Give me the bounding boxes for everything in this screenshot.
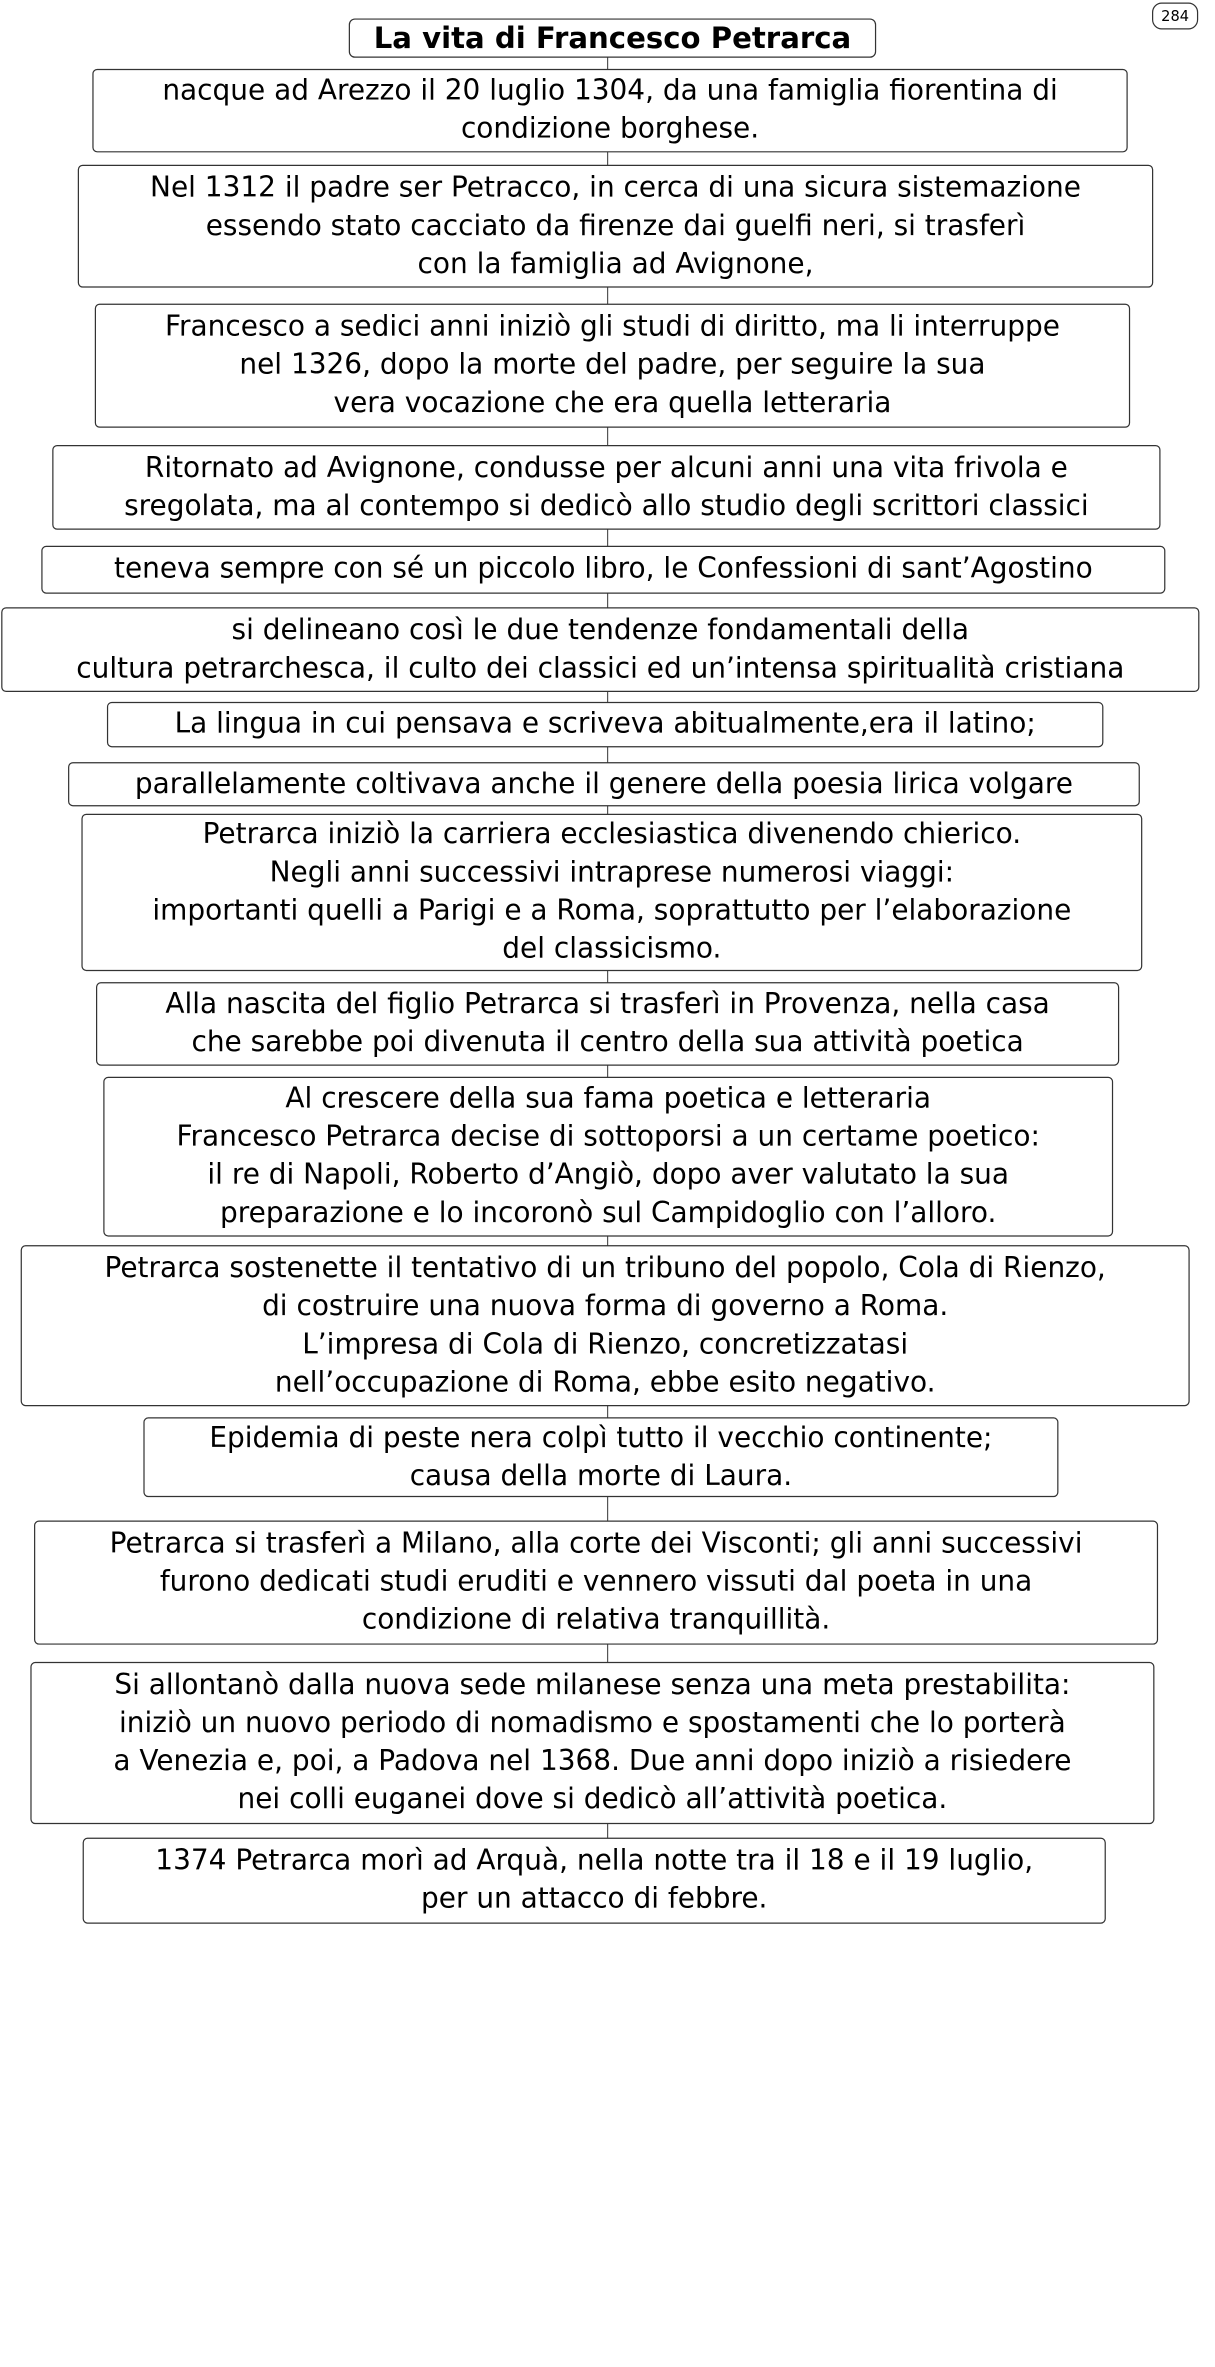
event-text-line: cultura petrarchesca, il culto dei classici ed un’intensa spiritualità cristiana [76, 652, 1125, 685]
event-text-line: Francesco a sedici anni iniziò gli studi di diritto, ma li interruppe [165, 310, 1060, 343]
event-text-line: Nel 1312 il padre ser Petracco, in cerca di una sicura sistemazione [150, 171, 1081, 204]
event-box-move-avignon [78, 165, 1153, 288]
event-box-incoronazione [103, 1077, 1113, 1237]
event-text-line: La lingua in cui pensava e scriveva abitualmente,era il latino; [174, 708, 1036, 740]
event-text-line: Francesco Petrarca decise di sottoporsi a un certame poetico: [176, 1121, 1040, 1153]
event-box-chierico [81, 814, 1142, 971]
event-box-confessioni [41, 546, 1165, 594]
event-text-line: Epidemia di peste nera colpì tutto il vecchio continente; [209, 1421, 993, 1454]
event-box-volgare [68, 762, 1140, 806]
event-box-provenza [96, 982, 1119, 1066]
event-text-line: del classicismo. [502, 932, 722, 965]
event-text-line: condizione di relativa tranquillità. [361, 1604, 831, 1637]
event-text-line: 1374 Petrarca morì ad Arquà, nella notte tra il 18 e il 19 luglio, [155, 1845, 1034, 1877]
event-text-line: Al crescere della sua fama poetica e letteraria [285, 1082, 931, 1115]
event-text-line: che sarebbe poi divenuta il centro della sua attività poetica [191, 1026, 1024, 1059]
event-text-line: con la famiglia ad Avignone, [417, 247, 814, 280]
event-box-return-avignon [52, 445, 1160, 530]
event-text-line: nel 1326, dopo la morte del padre, per seguire la sua [239, 349, 986, 382]
page-number-badge: 284 [1152, 2, 1198, 29]
event-text-line: condizione borghese. [460, 113, 760, 146]
event-box-cola-di-rienzo [21, 1245, 1190, 1406]
event-text-line: nacque ad Arezzo il 20 luglio 1304, da una famiglia fiorentina di [162, 74, 1058, 107]
event-text-line: Petrarca si trasferì a Milano, alla corte dei Visconti; gli anni successivi [109, 1527, 1083, 1560]
event-text-line: preparazione e lo incoronò sul Campidoglio con l’alloro. [220, 1197, 997, 1230]
event-text-line: nei colli euganei dove si dedicò all’attività poetica. [237, 1783, 948, 1816]
event-text-line: per un attacco di febbre. [421, 1883, 768, 1916]
event-text-line: sregolata, ma al contempo si dedicò allo studio degli scrittori classici [124, 489, 1089, 522]
event-box-milano [34, 1521, 1158, 1645]
event-text-line: Si allontanò dalla nuova sede milanese senza una meta prestabilita: [114, 1669, 1071, 1702]
event-box-peste [143, 1417, 1058, 1497]
event-text-line: teneva sempre con sé un piccolo libro, le Confessioni di sant’Agostino [114, 553, 1093, 586]
event-text-line: Ritornato ad Avignone, condusse per alcuni anni una vita frivola e [144, 451, 1068, 484]
event-text-line: vera vocazione che era quella letteraria [333, 387, 892, 420]
event-text-line: Petrarca sostenette il tentativo di un tribuno del popolo, Cola di Rienzo, [104, 1251, 1106, 1284]
event-text-line: Alla nascita del figlio Petrarca si trasferì in Provenza, nella casa [165, 988, 1050, 1021]
event-box-latino [107, 702, 1103, 747]
event-box-studies [95, 304, 1130, 428]
diagram-title: La vita di Francesco Petrarca [349, 18, 876, 57]
event-text-line: Negli anni successivi intraprese numerosi viaggi: [269, 856, 955, 889]
event-box-birth [92, 69, 1127, 153]
event-text-line: parallelamente coltivava anche il genere della poesia lirica volgare [134, 767, 1073, 800]
event-text-line: a Venezia e, poi, a Padova nel 1368. Due anni dopo iniziò a risiedere [113, 1745, 1072, 1778]
event-text-line: Petrarca iniziò la carriera ecclesiastica divenendo chierico. [202, 818, 1022, 851]
event-text-line: il re di Napoli, Roberto d’Angiò, dopo aver valutato la sua [207, 1159, 1009, 1192]
event-text-line: si delineano così le due tendenze fondamentali della [231, 613, 970, 646]
event-box-nomadismo [30, 1662, 1154, 1824]
event-text-line: L’impresa di Cola di Rienzo, concretizzatasi [302, 1328, 909, 1361]
event-box-tendenze [1, 607, 1199, 692]
event-text-line: di costruire una nuova forma di governo a Roma. [262, 1290, 949, 1323]
event-text-line: iniziò un nuovo periodo di nomadismo e spostamenti che lo porterà [119, 1707, 1066, 1740]
event-box-morte [83, 1838, 1106, 1924]
event-text-line: essendo stato cacciato da firenze dai guelfi neri, si trasferì [205, 209, 1026, 242]
event-text-line: importanti quelli a Parigi e a Roma, soprattutto per l’elaborazione [152, 894, 1072, 927]
event-text-line: causa della morte di Laura. [409, 1459, 793, 1492]
event-text-line: furono dedicati studi eruditi e vennero vissuti dal poeta in una [159, 1566, 1033, 1598]
event-text-line: nell’occupazione di Roma, ebbe esito negativo. [274, 1366, 936, 1399]
